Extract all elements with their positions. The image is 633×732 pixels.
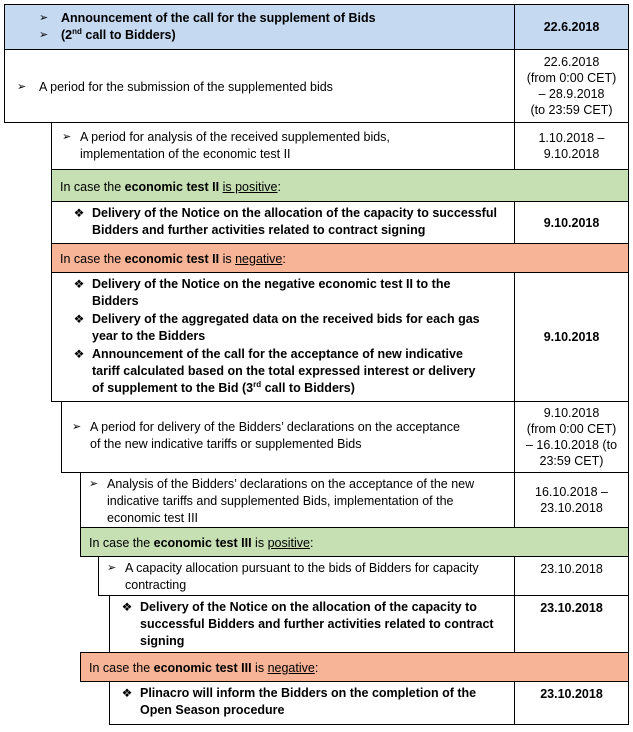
condition-text: : bbox=[314, 661, 319, 675]
row11-description bbox=[98, 556, 515, 596]
date-line: 16.10.2018 – bbox=[535, 485, 608, 499]
date-line: 9.10.2018 bbox=[543, 147, 600, 161]
row12-text: Delivery of the Notice on the allocation of the capacity to successful Bidders and further activities related to contract signing bbox=[140, 600, 494, 648]
row7-bullet3: Announcement of the call for the acceptance of new indicative tariff calculated based on the total expressed interest or delivery of supplement to the Bid (3rd call to Bidders) bbox=[92, 347, 476, 395]
condition-result: positive bbox=[267, 536, 310, 550]
arrow-bullet-icon: ➢ bbox=[17, 80, 27, 93]
condition-test: economic test III bbox=[153, 536, 252, 550]
condition-text: is bbox=[219, 252, 236, 266]
row14-text: Plinacro will inform the Bidders on the completion of the Open Season procedure bbox=[140, 686, 477, 717]
diamond-bullet-icon: ❖ bbox=[121, 686, 133, 700]
row7-bullet2: Delivery of the aggregated data on the received bids for each gas year to the Bidders bbox=[92, 312, 480, 343]
date-line: 22.6.2018 bbox=[543, 55, 600, 69]
condition-text: is bbox=[251, 661, 268, 675]
arrow-bullet-icon: ➢ bbox=[107, 562, 117, 574]
row11-text: A capacity allocation pursuant to the bids of Bidders for capacity contracting bbox=[125, 561, 479, 592]
row2-text: A period for the submission of the supplemented bids bbox=[39, 79, 333, 94]
arrow-bullet-icon: ➢ bbox=[72, 421, 82, 433]
condition-text: In case the bbox=[60, 252, 125, 266]
row5-text: Delivery of the Notice on the allocation of the capacity to successful Bidders and further activities related to contract signing bbox=[92, 206, 497, 237]
condition-test: economic test II bbox=[124, 252, 220, 266]
date-line: (from 0:00 CET) bbox=[526, 71, 617, 85]
date-line: (from 0:00 CET) bbox=[526, 422, 617, 436]
condition-test: economic test II bbox=[124, 179, 220, 194]
row14-date: 23.10.2018 bbox=[514, 681, 629, 725]
date-line: 23.10.2018 bbox=[540, 501, 603, 515]
diamond-bullet-icon: ❖ bbox=[73, 347, 85, 361]
row5-description bbox=[51, 201, 515, 244]
row8-description bbox=[61, 401, 515, 473]
date-line: 9.10.2018 bbox=[543, 406, 600, 420]
condition-text: In case the bbox=[89, 661, 154, 675]
diamond-bullet-icon: ❖ bbox=[73, 206, 85, 220]
condition-text: : bbox=[277, 179, 281, 194]
row7-bullet1: Delivery of the Notice on the negative economic test II to the Bidders bbox=[92, 277, 451, 308]
row9-description bbox=[80, 472, 515, 528]
row3-date bbox=[514, 122, 629, 170]
condition-text: In case the bbox=[89, 536, 154, 550]
row14-description bbox=[109, 681, 515, 725]
row2-description bbox=[4, 49, 515, 123]
arrow-bullet-icon: ➢ bbox=[89, 478, 99, 490]
row6-condition-negative bbox=[51, 243, 629, 273]
diamond-bullet-icon: ❖ bbox=[73, 277, 85, 291]
arrow-bullet-icon: ➢ bbox=[39, 29, 49, 41]
row11-date: 23.10.2018 bbox=[514, 556, 629, 596]
row2-date bbox=[514, 49, 629, 123]
row9-date bbox=[514, 472, 629, 528]
row1-date: 22.6.2018 bbox=[514, 4, 629, 50]
condition-text: : bbox=[309, 536, 314, 550]
row3-description bbox=[51, 122, 515, 170]
row13-condition-negative bbox=[80, 652, 629, 682]
date-line: 23:59 CET) bbox=[539, 454, 604, 468]
condition-text: In case the bbox=[60, 179, 125, 194]
row3-text: A period for analysis of the received supplemented bids, implementation of the economic test II bbox=[80, 130, 390, 161]
row12-date: 23.10.2018 bbox=[514, 595, 629, 653]
row8-text: A period for delivery of the Bidders’ declarations on the acceptance of the new indicative tariffs or supplemented Bids bbox=[90, 420, 460, 451]
row7-date: 9.10.2018 bbox=[514, 272, 629, 402]
row7-description bbox=[51, 272, 515, 402]
arrow-bullet-icon: ➢ bbox=[62, 131, 72, 143]
row4-condition-positive bbox=[51, 169, 629, 202]
diamond-bullet-icon: ❖ bbox=[73, 312, 85, 326]
arrow-bullet-icon: ➢ bbox=[39, 12, 49, 24]
row1-description bbox=[4, 4, 515, 50]
date-line: – 28.9.2018 bbox=[538, 87, 605, 101]
row8-date bbox=[514, 401, 629, 473]
diamond-bullet-icon: ❖ bbox=[121, 600, 133, 614]
row10-condition-positive bbox=[80, 527, 629, 557]
row5-date: 9.10.2018 bbox=[514, 201, 629, 244]
condition-result: is positive bbox=[222, 179, 278, 194]
date-line: – 16.10.2018 (to bbox=[525, 438, 618, 452]
condition-text: is bbox=[251, 536, 268, 550]
row1-item1: Announcement of the call for the supplement of Bids bbox=[61, 11, 376, 25]
row12-description bbox=[109, 595, 515, 653]
condition-result: negative bbox=[235, 252, 283, 266]
condition-test: economic test III bbox=[153, 661, 252, 675]
date-line: 1.10.2018 – bbox=[538, 131, 605, 145]
row1-item2: (2nd call to Bidders) bbox=[61, 26, 176, 42]
condition-result: negative bbox=[267, 661, 315, 675]
row9-text: Analysis of the Bidders’ declarations on the acceptance of the new indicative tariffs and supplemented Bids, implementation of the economic test III bbox=[107, 477, 475, 525]
date-line: (to 23:59 CET) bbox=[530, 103, 613, 117]
condition-text: : bbox=[282, 252, 286, 266]
